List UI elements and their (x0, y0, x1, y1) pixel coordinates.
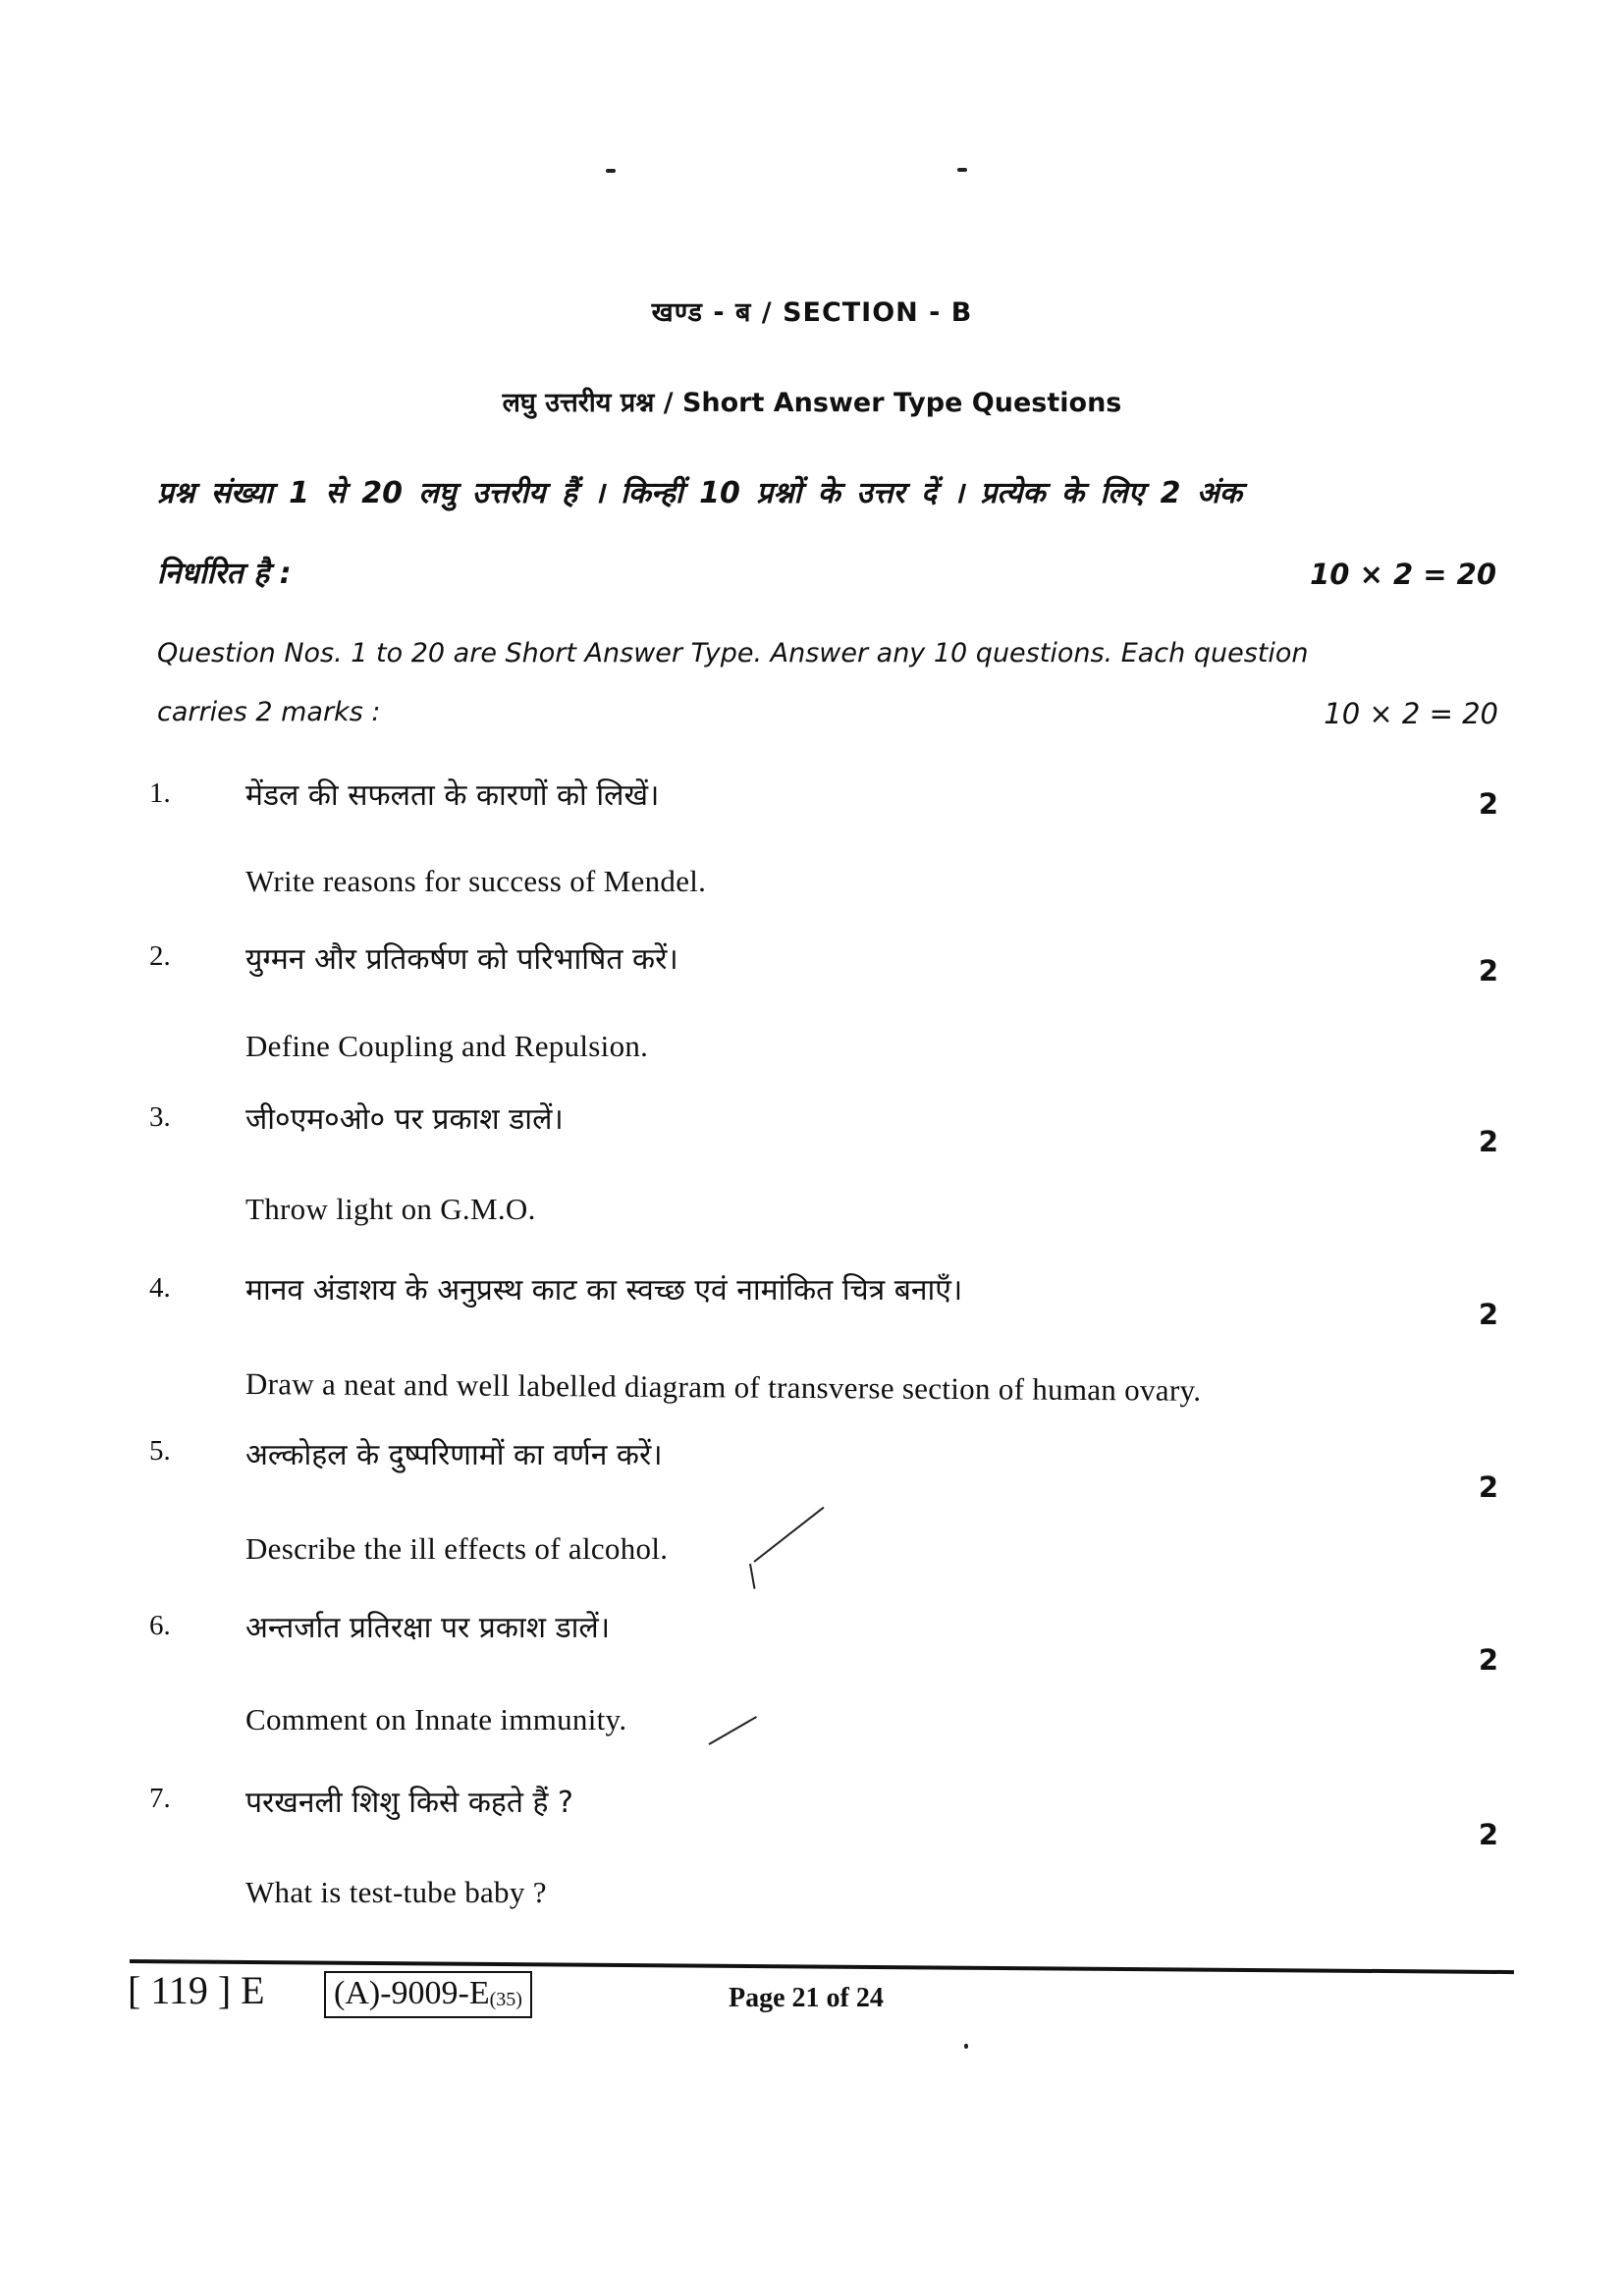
scan-mark-bottom (964, 2044, 968, 2049)
question-marks: 2 (1478, 1470, 1498, 1504)
question-marks: 2 (1478, 787, 1498, 821)
question-hindi: अल्कोहल के दुष्परिणामों का वर्णन करें। (245, 1438, 663, 1472)
question-number: 5. (149, 1435, 171, 1467)
question-marks: 2 (1478, 1125, 1498, 1158)
section-title: खण्ड - ब / SECTION - B (651, 297, 973, 328)
instructions-english-marks: 10 × 2 = 20 (1324, 697, 1498, 730)
question-marks: 2 (1478, 954, 1498, 988)
instructions-english-line1: Question Nos. 1 to 20 are Short Answer Type. Answer any 10 questions. Each question (157, 638, 1309, 668)
question-number: 2. (149, 940, 171, 972)
question-number: 6. (149, 1610, 171, 1641)
instructions-hindi-marks: 10 × 2 = 20 (1310, 558, 1496, 591)
question-english: Define Coupling and Repulsion. (245, 1029, 649, 1063)
check-mark-icon (753, 1507, 824, 1563)
footer-page-number: Page 21 of 24 (729, 1983, 884, 2013)
question-hindi: अन्तर्जात प्रतिरक्षा पर प्रकाश डालें। (245, 1611, 611, 1645)
question-marks: 2 (1478, 1643, 1498, 1677)
question-english: Write reasons for success of Mendel. (245, 864, 707, 898)
question-number: 4. (149, 1272, 171, 1304)
question-number: 3. (149, 1101, 171, 1133)
question-english: Describe the ill effects of alcohol. (245, 1531, 669, 1566)
question-english: Comment on Innate immunity. (245, 1702, 627, 1736)
check-mark-icon (709, 1716, 757, 1745)
footer-paper-code: [ 119 ] E (128, 1968, 265, 2012)
question-hindi: युग्मन और प्रतिकर्षण को परिभाषित करें। (245, 942, 678, 977)
scan-mark-right (957, 168, 967, 172)
section-subtitle: लघु उत्तरीय प्रश्न / Short Answer Type Questions (502, 388, 1122, 418)
question-marks: 2 (1478, 1298, 1498, 1331)
question-english: Draw a neat and well labelled diagram of transverse section of human ovary. (244, 1366, 1202, 1408)
footer-set-code-sub: (35) (489, 1989, 522, 2010)
instructions-hindi-line1: प्रश्न संख्या 1 से 20 लघु उत्तरीय हैं । किन्हीं 10 प्रश्नों के उत्तर दें । प्रत्येक के लिए 2 अंक (157, 476, 1242, 510)
question-marks: 2 (1478, 1818, 1498, 1851)
scan-mark-left (606, 169, 616, 173)
footer-set-code: (A)-9009-E (334, 1975, 490, 2011)
question-english: What is test-tube baby ? (245, 1875, 547, 1909)
footer-set-code-box (324, 1971, 532, 2018)
instructions-english-line2: carries 2 marks : (157, 697, 381, 727)
question-hindi: मानव अंडाशय के अनुप्रस्थ काट का स्वच्छ एवं नामांकित चित्र बनाएँ। (245, 1273, 963, 1308)
question-hindi: परखनली शिशु किसे कहते हैं ? (245, 1786, 573, 1820)
question-number: 7. (149, 1783, 171, 1814)
question-hindi: मेंडल की सफलता के कारणों को लिखें। (245, 778, 660, 813)
question-hindi: जी०एम०ओ० पर प्रकाश डालें। (245, 1102, 564, 1137)
check-mark-stem (749, 1564, 755, 1589)
instructions-hindi-line2: निर्धारित है : (157, 557, 292, 591)
question-number: 1. (149, 777, 171, 809)
question-english: Throw light on G.M.O. (245, 1192, 536, 1226)
